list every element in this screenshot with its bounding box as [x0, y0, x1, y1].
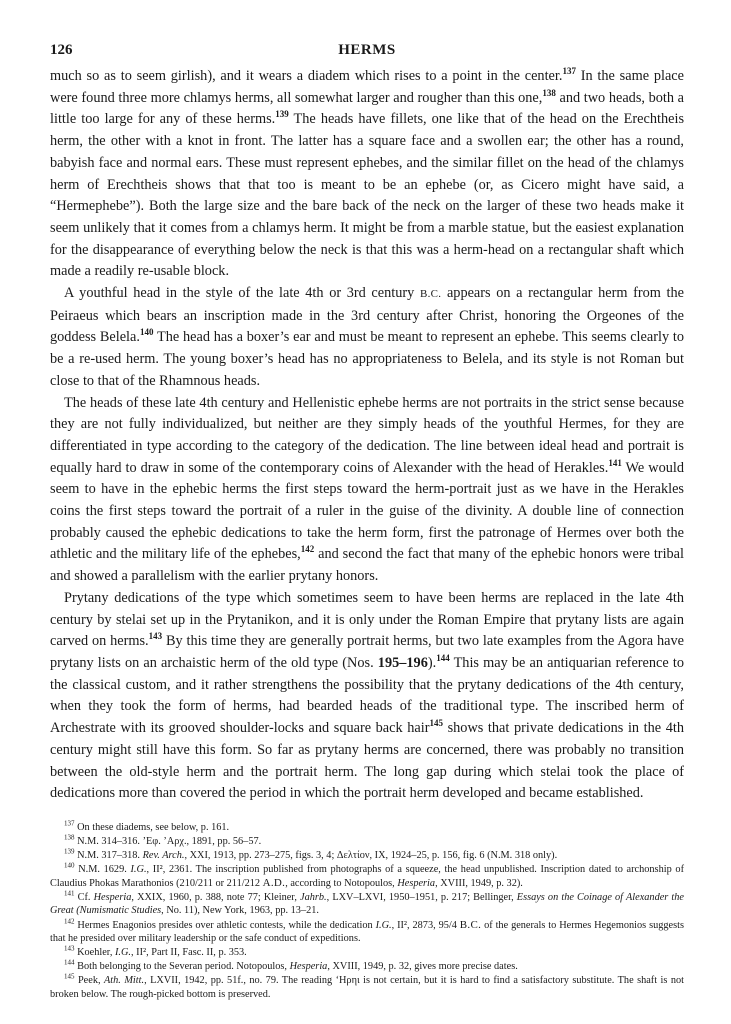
- footnote-144: [50, 960, 684, 974]
- footnote-text: , XVIII, 1949, p. 32, gives more precise dates.: [327, 961, 518, 973]
- footnote-145: [50, 974, 684, 1001]
- text-run: We would seem to have in the ephebic herms the first steps toward the herm-portrait just as we have in the Herakles coins the first steps toward the portrait of a ruler in the guise of the divinity. A double line of connection probably caused the ephebic dedications to take the herm form, first the patronage of Hermes over both the athletic and the military life of the ephebes,: [50, 459, 684, 563]
- footnote-italic: Hesperia: [397, 877, 436, 889]
- text-run: A youthful head in the style of the late 4th or 3rd century: [64, 285, 420, 302]
- footnote-text: , II², Part II, Fasc. II, p. 353.: [131, 947, 247, 959]
- footnote-ref[interactable]: 137: [562, 66, 576, 77]
- footnote-137: [50, 821, 684, 835]
- footnote-italic: I.G.: [375, 919, 392, 931]
- footnote-142: [50, 919, 684, 946]
- page-header: [50, 42, 684, 66]
- footnote-ref[interactable]: 142: [300, 544, 315, 555]
- text-run: In the same place were found three more chlamys herms, all somewhat larger and rougher than this one,: [50, 68, 684, 106]
- footnote-text: , II², 2873, 95/4: [391, 919, 460, 931]
- footnote-number: 145: [64, 973, 75, 982]
- footnote-italic: I.G.: [130, 864, 147, 876]
- running-title: HERMS: [338, 42, 396, 58]
- text-run: The heads have fillets, one like that of the head on the Erechtheis herm, the other with a knot in front. The latter has a square face and a swollen ear; the other has a round, babyish face and normal ears. These must represent ephebes, and the similar fillet on the head of the chlamys herm of Erechtheis shows that that too is meant to be an ephebe (or, as Cicero might have said, a “Hermephebe”). Both the large size and the bare back of the neck on the larger of these two heads make it seem unlikely that it comes from a chlamys herm. It might be from a marble statue, but the easiest explanation for the disappearance of everything below the neck is that this was a herm-head on a rectangular shaft which made a readily re-usable block.: [50, 111, 685, 280]
- footnote-141: [50, 891, 684, 918]
- footnote-ref[interactable]: 138: [542, 87, 556, 98]
- text-run: appears on a rectangular herm from the Peiraeus which bears an inscription made in the 3rd century after Christ, honoring the Orgeones of the goddess Belela.: [50, 285, 684, 346]
- era-abbrev: A.D.: [262, 876, 286, 889]
- paragraph-1: [50, 66, 684, 283]
- footnote-text: N.M. 314–316. ’Εφ. ’Αρχ., 1891, pp. 56–57.: [77, 836, 262, 847]
- text-run: shows that private dedications in the 4th century might still have this form. So far as prytany herms are concerned, there was probably no transition between the old-style herm and the portrait herm. The long gap during which stelai took the place of dedications more than covered the period in which the portrait herm developed and became established.: [50, 720, 684, 802]
- footnote-text: of the generals to Hermes Hegemonios suggests that he presided over military leadership or the safe conduct of expeditions.: [50, 919, 684, 945]
- paragraph-3: [50, 393, 684, 588]
- footnote-text: Both belonging to the Severan period. Notopoulos,: [77, 961, 290, 973]
- text-run: ).: [427, 654, 437, 671]
- footnote-italic: Hesperia: [93, 891, 132, 903]
- footnote-text: , XVIII, 1949, p. 32).: [435, 877, 523, 889]
- document-page: [50, 42, 684, 1002]
- footnote-number: 137: [64, 819, 75, 828]
- paragraph-4: [50, 588, 684, 805]
- page-number: 126: [50, 42, 73, 58]
- footnote-italic: Jahrb.: [300, 891, 327, 903]
- footnote-text: Koehler,: [77, 947, 115, 959]
- footnote-143: [50, 946, 684, 960]
- footnote-number: 139: [64, 847, 75, 856]
- footnote-text: Peek,: [77, 975, 104, 987]
- footnotes: [50, 821, 684, 1002]
- text-run: The head has a boxer’s ear and must be meant to represent an ephebe. This seems clearly to be a re-used herm. The young boxer’s head has no appropriateness to Belela, and its style is not Roman but close to that of the Rhamnous heads.: [50, 329, 684, 389]
- text-run: and second the fact that many of the ephebic honors were tribal and showed a parallelism with the earlier prytany honors.: [50, 546, 685, 585]
- footnote-text: Cf.: [77, 891, 94, 903]
- footnote-ref[interactable]: 140: [139, 327, 154, 338]
- footnote-text: N.M. 317–318.: [77, 850, 143, 862]
- era-abbrev: B.C.: [419, 288, 442, 301]
- catalog-number-link[interactable]: 195–196: [377, 654, 428, 671]
- footnote-italic: Essays on the Coinage of Alexander the Great (Numismatic Studies: [50, 891, 684, 917]
- footnote-ref[interactable]: 145: [429, 718, 443, 729]
- footnote-ref[interactable]: 141: [608, 457, 622, 468]
- footnote-ref[interactable]: 143: [148, 631, 163, 642]
- footnote-italic: Ath. Mitt.: [104, 975, 145, 987]
- footnote-138: [50, 835, 684, 849]
- footnote-text: , LXVII, 1942, pp. 51f., no. 79. The reading ‘Ηρηι is not certain, but it is hard to find a satisfactory substitute. The shaft is not broken below. The rough-picked bottom is preserved.: [50, 975, 685, 1001]
- footnote-text: On these diadems, see below, p. 161.: [77, 821, 230, 833]
- body-text: [50, 66, 684, 805]
- footnote-text: , II², 2361. The inscription published from photographs of a squeeze, the head unpublished. Inscription dated to archonship of Claudius Phokas Marathonios (210/211 or 211/212: [50, 864, 684, 889]
- footnote-text: , No. 11), New York, 1963, pp. 13–21.: [161, 905, 319, 917]
- paragraph-2: [50, 283, 684, 393]
- footnote-italic: Hesperia: [289, 961, 328, 973]
- footnote-140: [50, 863, 684, 890]
- text-run: and two heads, both a little too large for any of these herms.: [50, 89, 684, 128]
- footnote-number: 138: [64, 833, 75, 842]
- footnote-text: , LXV–LXVI, 1950–1951, p. 217; Bellinger,: [326, 891, 517, 903]
- text-run: Prytany dedications of the type which sometimes seem to have been herms are replaced in the late 4th century by stelai set up in the Prytanikon, and it is only under the Roman Empire that prytany lists are again carved on herms.: [50, 589, 684, 650]
- text-run: The heads of these late 4th century and Hellenistic ephebe herms are not portraits in the strict sense because they are not fully individualized, but neither are they simply heads of the youthful Hermes, for they are differentiated in type according to the category of the dedication. The line between ideal head and portrait is equally hard to draw in some of the contemporary coins of Alexander with the head of Herakles.: [50, 394, 684, 476]
- footnote-text: Hermes Enagonios presides over athletic contests, while the dedication: [77, 919, 376, 931]
- footnote-number: 140: [64, 861, 75, 870]
- footnote-number: 141: [64, 889, 75, 898]
- footnote-italic: Rev. Arch.: [142, 850, 185, 862]
- footnote-text: N.M. 1629.: [78, 864, 131, 876]
- text-run: By this time they are generally portrait herms, but two late examples from the Agora have prytany lists on an archaistic herm of the old type (Nos.: [50, 633, 684, 671]
- footnote-text: , XXI, 1913, pp. 273–275, figs. 3, 4; Δελτίον, IX, 1924–25, p. 156, fig. 6 (N.M. 318 only).: [184, 850, 558, 862]
- footnote-number: 144: [64, 958, 75, 967]
- footnote-number: 142: [64, 917, 75, 926]
- footnote-text: , according to Notopoulos,: [285, 877, 398, 889]
- footnote-ref[interactable]: 144: [436, 653, 450, 664]
- text-run: much so as to seem girlish), and it wears a diadem which rises to a point in the center.: [50, 68, 563, 84]
- footnote-number: 143: [64, 944, 75, 953]
- footnote-italic: I.G.: [114, 947, 131, 959]
- text-run: This may be an antiquarian reference to the classical custom, and it rather strengthens the possibility that the prytany dedications of the 4th century, when they took the form of herms, had bearded heads of the traditional type. The inscribed herm of Archestrate with its grooved shoulder-locks and square back hair: [50, 654, 684, 737]
- era-abbrev: B.C.: [459, 918, 482, 931]
- footnote-ref[interactable]: 139: [275, 109, 289, 120]
- footnote-139: [50, 849, 684, 863]
- footnote-text: , XXIX, 1960, p. 388, note 77; Kleiner,: [131, 891, 301, 903]
